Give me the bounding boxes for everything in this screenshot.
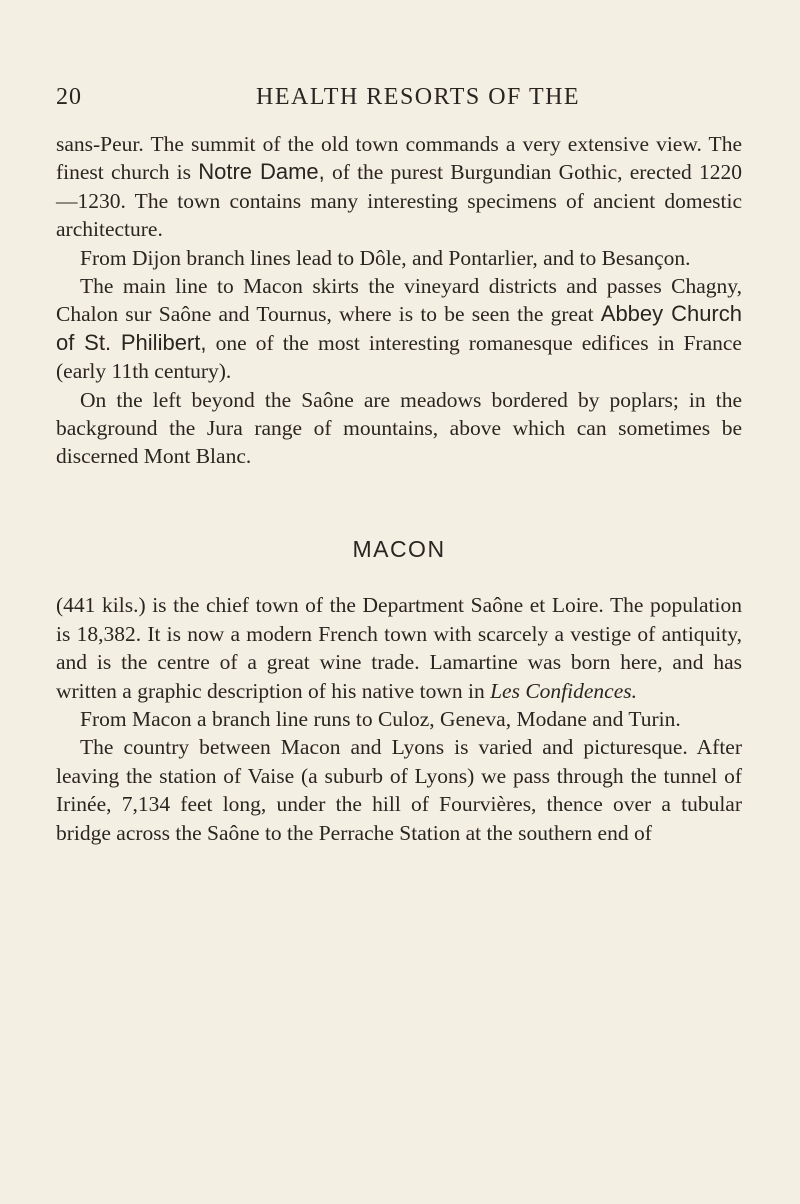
text-run: From Dijon branch lines lead to Dôle, and Pontarlier, and to Besançon. [80, 245, 691, 270]
paragraph [56, 272, 742, 386]
text-run: of the purest Burgundian Gothic, erected 1220—1230. The town contains many interesting specimens of ancient domestic architecture. [56, 160, 742, 242]
paragraph [56, 130, 742, 244]
running-head: HEALTH RESORTS OF THE [256, 84, 581, 110]
text-run: The main line to Macon skirts the vineyard districts and passes Chagny, Chalon sur Saône and Tournus, where is to be seen the great [56, 274, 742, 327]
paragraph [56, 244, 742, 272]
paragraph [56, 733, 742, 847]
text-run: one of the most interesting romanesque edifices in France (early 11th century). [56, 330, 742, 384]
section-macon [56, 591, 742, 847]
section-heading: MACON [352, 535, 446, 562]
emphasized-name: Notre Dame, [198, 159, 325, 185]
page-number: 20 [56, 84, 82, 110]
paragraph [56, 386, 742, 471]
text-run: From Macon a branch line runs to Culoz, Geneva, Modane and Turin. [80, 706, 681, 731]
body-text [56, 130, 742, 847]
text-run: The country between Macon and Lyons is varied and picturesque. After leaving the station of Vaise (a suburb of Lyons) we pass through the tunnel of Irinée, 7,134 feet long, under the hill of Fourvières, thence over a tubular bridge across the Saône to the Perrache Station at the southern end of [56, 735, 742, 845]
paragraph [56, 591, 742, 705]
page-header [56, 84, 746, 120]
paragraph [56, 705, 742, 733]
text-run: (441 kils.) is the chief town of the Department Saône et Loire. The population is 18,382. It is now a modern French town with scarcely a vestige of antiquity, and is the centre of a great wine trade. Lamartine was born here, and has written a graphic description of his native town in [56, 593, 742, 703]
emphasized-name: Abbey Church of St. Philibert, [56, 301, 742, 355]
italic-title: Les Confidences. [490, 678, 637, 703]
section-before-macon [56, 130, 742, 471]
text-run: On the left beyond the Saône are meadows bordered by poplars; in the background the Jura range of mountains, above which can sometimes be discerned Mont Blanc. [56, 387, 742, 469]
text-run: sans-Peur. The summit of the old town commands a very extensive view. The finest church is [56, 132, 742, 185]
